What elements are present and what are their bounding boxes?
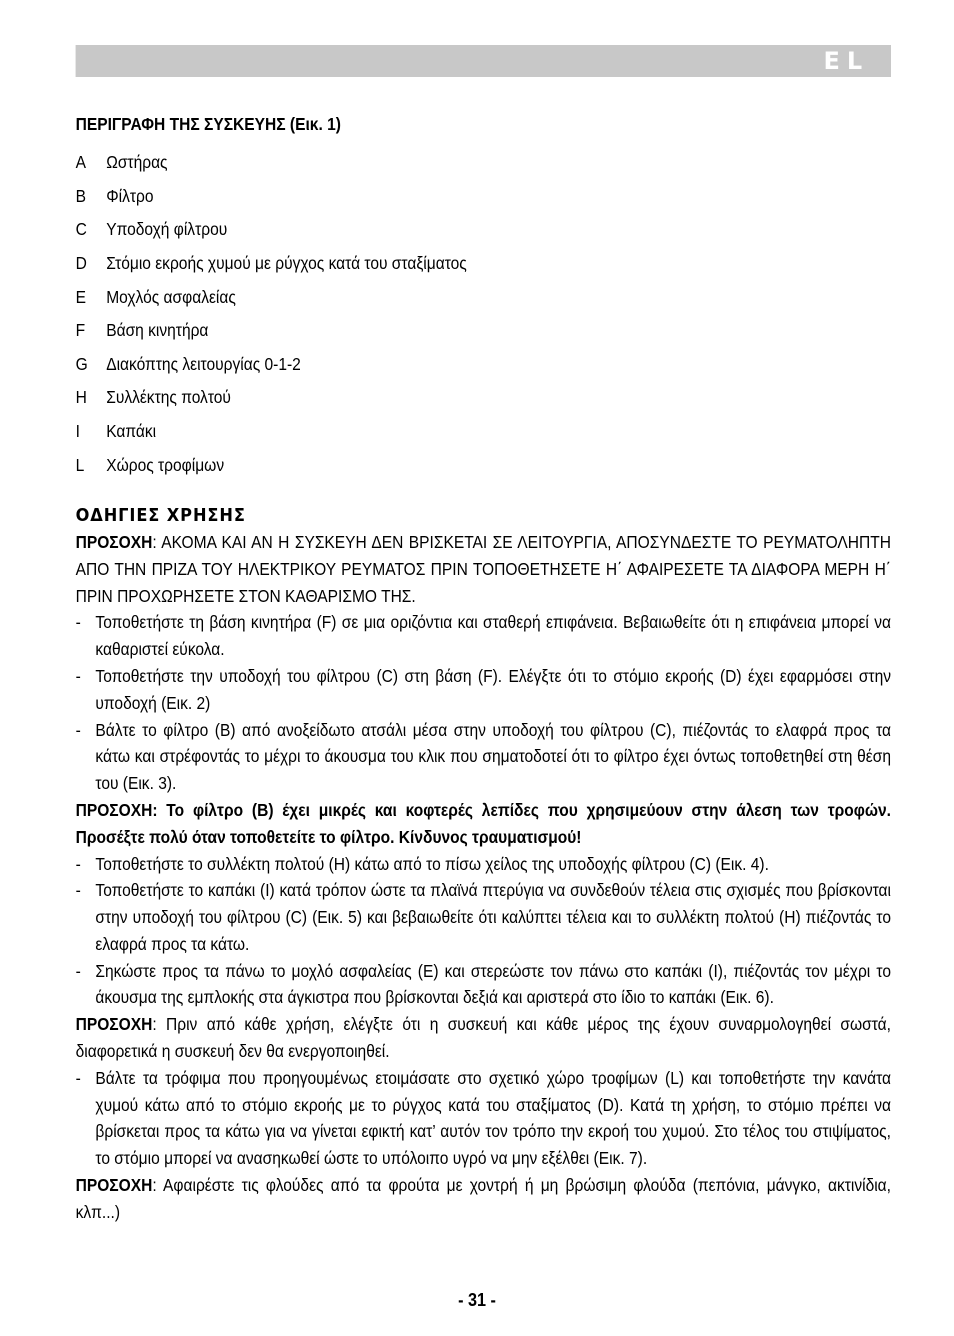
warning-label: ΠΡΟΣΟΧΗ [75,531,153,552]
list-dash: - [75,960,81,981]
part-letter: B [75,185,86,206]
instruction-step [76,1065,891,1172]
part-label: Υποδοχή φίλτρου [106,219,228,240]
instruction-steps [76,1065,891,1172]
list-dash: - [75,1067,81,1088]
list-dash: - [75,612,81,633]
instruction-steps [76,609,891,797]
list-dash: - [75,853,81,874]
part-letter: D [75,253,87,274]
instruction-steps [76,851,891,1012]
warning-text: : Αφαιρέστε τις φλούδες από τα φρούτα με χοντρή ή μη βρώσιμη φλούδα (πεπόνια, μάνγκο, ακτινίδια, κλπ...) [75,1175,891,1222]
instruction-step [76,958,891,1012]
part-item [76,381,891,415]
instructions-title: ΟΔΗΓΙΕΣ ΧΡΗΣΗΣ [75,504,246,526]
step-text: Τοποθετήστε το καπάκι (I) κατά τρόπον ώστε τα πλαϊνά πτερύγια να συνδεθούν τέλεια στις σχισμές που βρίσκονται στην υποδοχή του φίλτρου (C) (Εικ. 5) και βεβαιωθείτε ότι καλύπτει τέλεια και το συλλέκτη πολτού (H) πιέζοντάς το ελαφρά προς τα κάτω. [95,880,891,954]
part-label: Ωστήρας [106,152,168,173]
part-label: Χώρος τροφίμων [106,454,225,475]
part-item [76,213,891,247]
warning-text: : ΑΚΟΜΑ ΚΑΙ ΑΝ Η ΣΥΣΚΕΥΗ ΔΕΝ ΒΡΙΣΚΕΤΑΙ ΣΕ ΛΕΙΤΟΥΡΓΙΑ, ΑΠΟΣΥΝΔΕΣΤΕ ΤΟ ΡΕΥΜΑΤΟΛΗΠΤΗ ΑΠΟ ΤΗΝ ΠΡΙΖΑ ΤΟΥ ΗΛΕΚΤΡΙΚΟΥ ΡΕΥΜΑΤΟΣ ΠΡΙΝ ΤΟΠΟΘΕΤΗΣΕΤΕ Η΄ ΑΦΑΙΡΕΣΕΤΕ ΤΑ ΔΙΑΦΟΡΑ ΜΕΡΗ Η΄ ΠΡΙΝ ΠΡΟΧΩΡΗΣΕΤΕ ΣΤΟΝ ΚΑΘΑΡΙΣΜΟ ΤΗΣ. [75,531,892,606]
part-letter: H [75,387,87,408]
part-letter: E [75,286,86,307]
part-letter: G [75,353,88,374]
step-text: Σηκώστε προς τα πάνω το μοχλό ασφαλείας (E) και στερεώστε τον πάνω στο καπάκι (I), πιέζοντάς τον μέχρι το άκουσμα της εμπλοκής στα άγκιστρα που βρίσκονται δεξιά και αριστερά στο ίδιο το καπάκι (Εικ. 6). [95,960,891,1008]
instruction-step [76,609,891,663]
part-label: Συλλέκτης πολτού [106,387,231,408]
instruction-step [76,851,891,878]
part-letter: C [75,219,87,240]
step-text: Τοποθετήστε το συλλέκτη πολτού (H) κάτω από το πίσω χείλος της υποδοχής φίλτρου (C) (Εικ. 4). [95,853,769,874]
instruction-step [76,877,891,957]
part-item [76,180,891,214]
language-code: EL [823,47,870,75]
part-label: Φίλτρο [106,185,154,206]
part-item [76,415,891,449]
language-header-bar [76,45,891,77]
assembly-warning [76,1011,891,1065]
page-number: - 31 - [458,1290,496,1310]
part-label: Βάση κινητήρα [106,320,209,341]
list-dash: - [75,719,81,740]
part-label: Μοχλός ασφαλείας [106,286,236,307]
warning-text: : Πριν από κάθε χρήση, ελέγξτε ότι η συσκευή και κάθε μέρος της έχουν συναρμολογηθεί σωστά, διαφορετικά η συσκευή δεν θα ενεργοποιηθεί. [75,1014,891,1062]
step-text: Τοποθετήστε τη βάση κινητήρα (F) σε μια οριζόντια και σταθερή επιφάνεια. Βεβαιωθείτε ότι η επιφάνεια μπορεί να καθαριστεί εύκολα. [95,612,891,660]
blade-warning [76,797,891,851]
part-item [76,448,891,482]
description-title: ΠΕΡΙΓΡΑΦΗ ΤΗΣ ΣΥΣΚΕΥΗΣ (Εικ. 1) [75,114,341,134]
warning-paragraph [76,529,891,609]
part-item [76,247,891,281]
part-item [76,314,891,348]
part-item [76,146,891,180]
list-dash: - [75,880,81,901]
warning-label: ΠΡΟΣΟΧΗ [75,1014,153,1035]
part-letter: L [75,454,85,475]
step-text: Βάλτε τα τρόφιμα που προηγουμένως ετοιμάσατε στο σχετικό χώρο τροφίμων (L) και τοποθετήστε την κανάτα χυμού κάτω από το στόμιο εκροής με το ρύγχος κατά του σταξίματος (D). Κατά τη χρήση, το στόμιο πρέπει να βρίσκεται προς τα κάτω για να γίνεται εφικτή κατ’ αυτόν τον τρόπο την εκροή του χυμού. Στο τέλος του στιψίματος, το στόμιο μπορεί να ανασηκωθεί ώστε το υπόλοιπο υγρό να μην εξέλθει (Εικ. 7). [95,1067,891,1169]
parts-list [76,146,891,482]
part-item [76,280,891,314]
part-label: Διακόπτης λειτουργίας 0-1-2 [106,353,301,374]
part-letter: F [75,320,86,341]
step-text: Τοποθετήστε την υποδοχή του φίλτρου (C) στη βάση (F). Ελέγξτε ότι το στόμιο εκροής (D) έχει εφαρμόσει στην υποδοχή (Εικ. 2) [95,665,891,713]
page-content [76,112,891,1226]
instruction-step [76,663,891,717]
instruction-step [76,717,891,797]
warning-label: ΠΡΟΣΟΧΗ [75,1175,153,1196]
part-label: Στόμιο εκροής χυμού με ρύγχος κατά του σταξίματος [106,253,467,274]
part-label: Καπάκι [106,421,157,442]
part-letter: A [75,152,86,173]
part-letter: I [75,421,80,442]
blade-warning-text: ΠΡΟΣΟΧΗ: Το φίλτρο (B) έχει μικρές και κοφτερές λεπίδες που χρησιμεύουν στην άλεση των τροφών. Προσέξτε πολύ όταν τοποθετείτε το φίλτρο. Κίνδυνος τραυματισμού! [75,799,892,847]
step-text: Βάλτε το φίλτρο (B) από ανοξείδωτο ατσάλι μέσα στην υποδοχή του φίλτρου (C), πιέζοντάς το ελαφρά προς τα κάτω και στρέφοντάς το μέχρι το άκουσμα του κλικ που σηματοδοτεί ότι το φίλτρο έχει όντως τοποθετηθεί στη θέση του (Εικ. 3). [95,719,891,794]
peel-warning [76,1172,891,1226]
part-item [76,348,891,382]
list-dash: - [75,665,81,686]
